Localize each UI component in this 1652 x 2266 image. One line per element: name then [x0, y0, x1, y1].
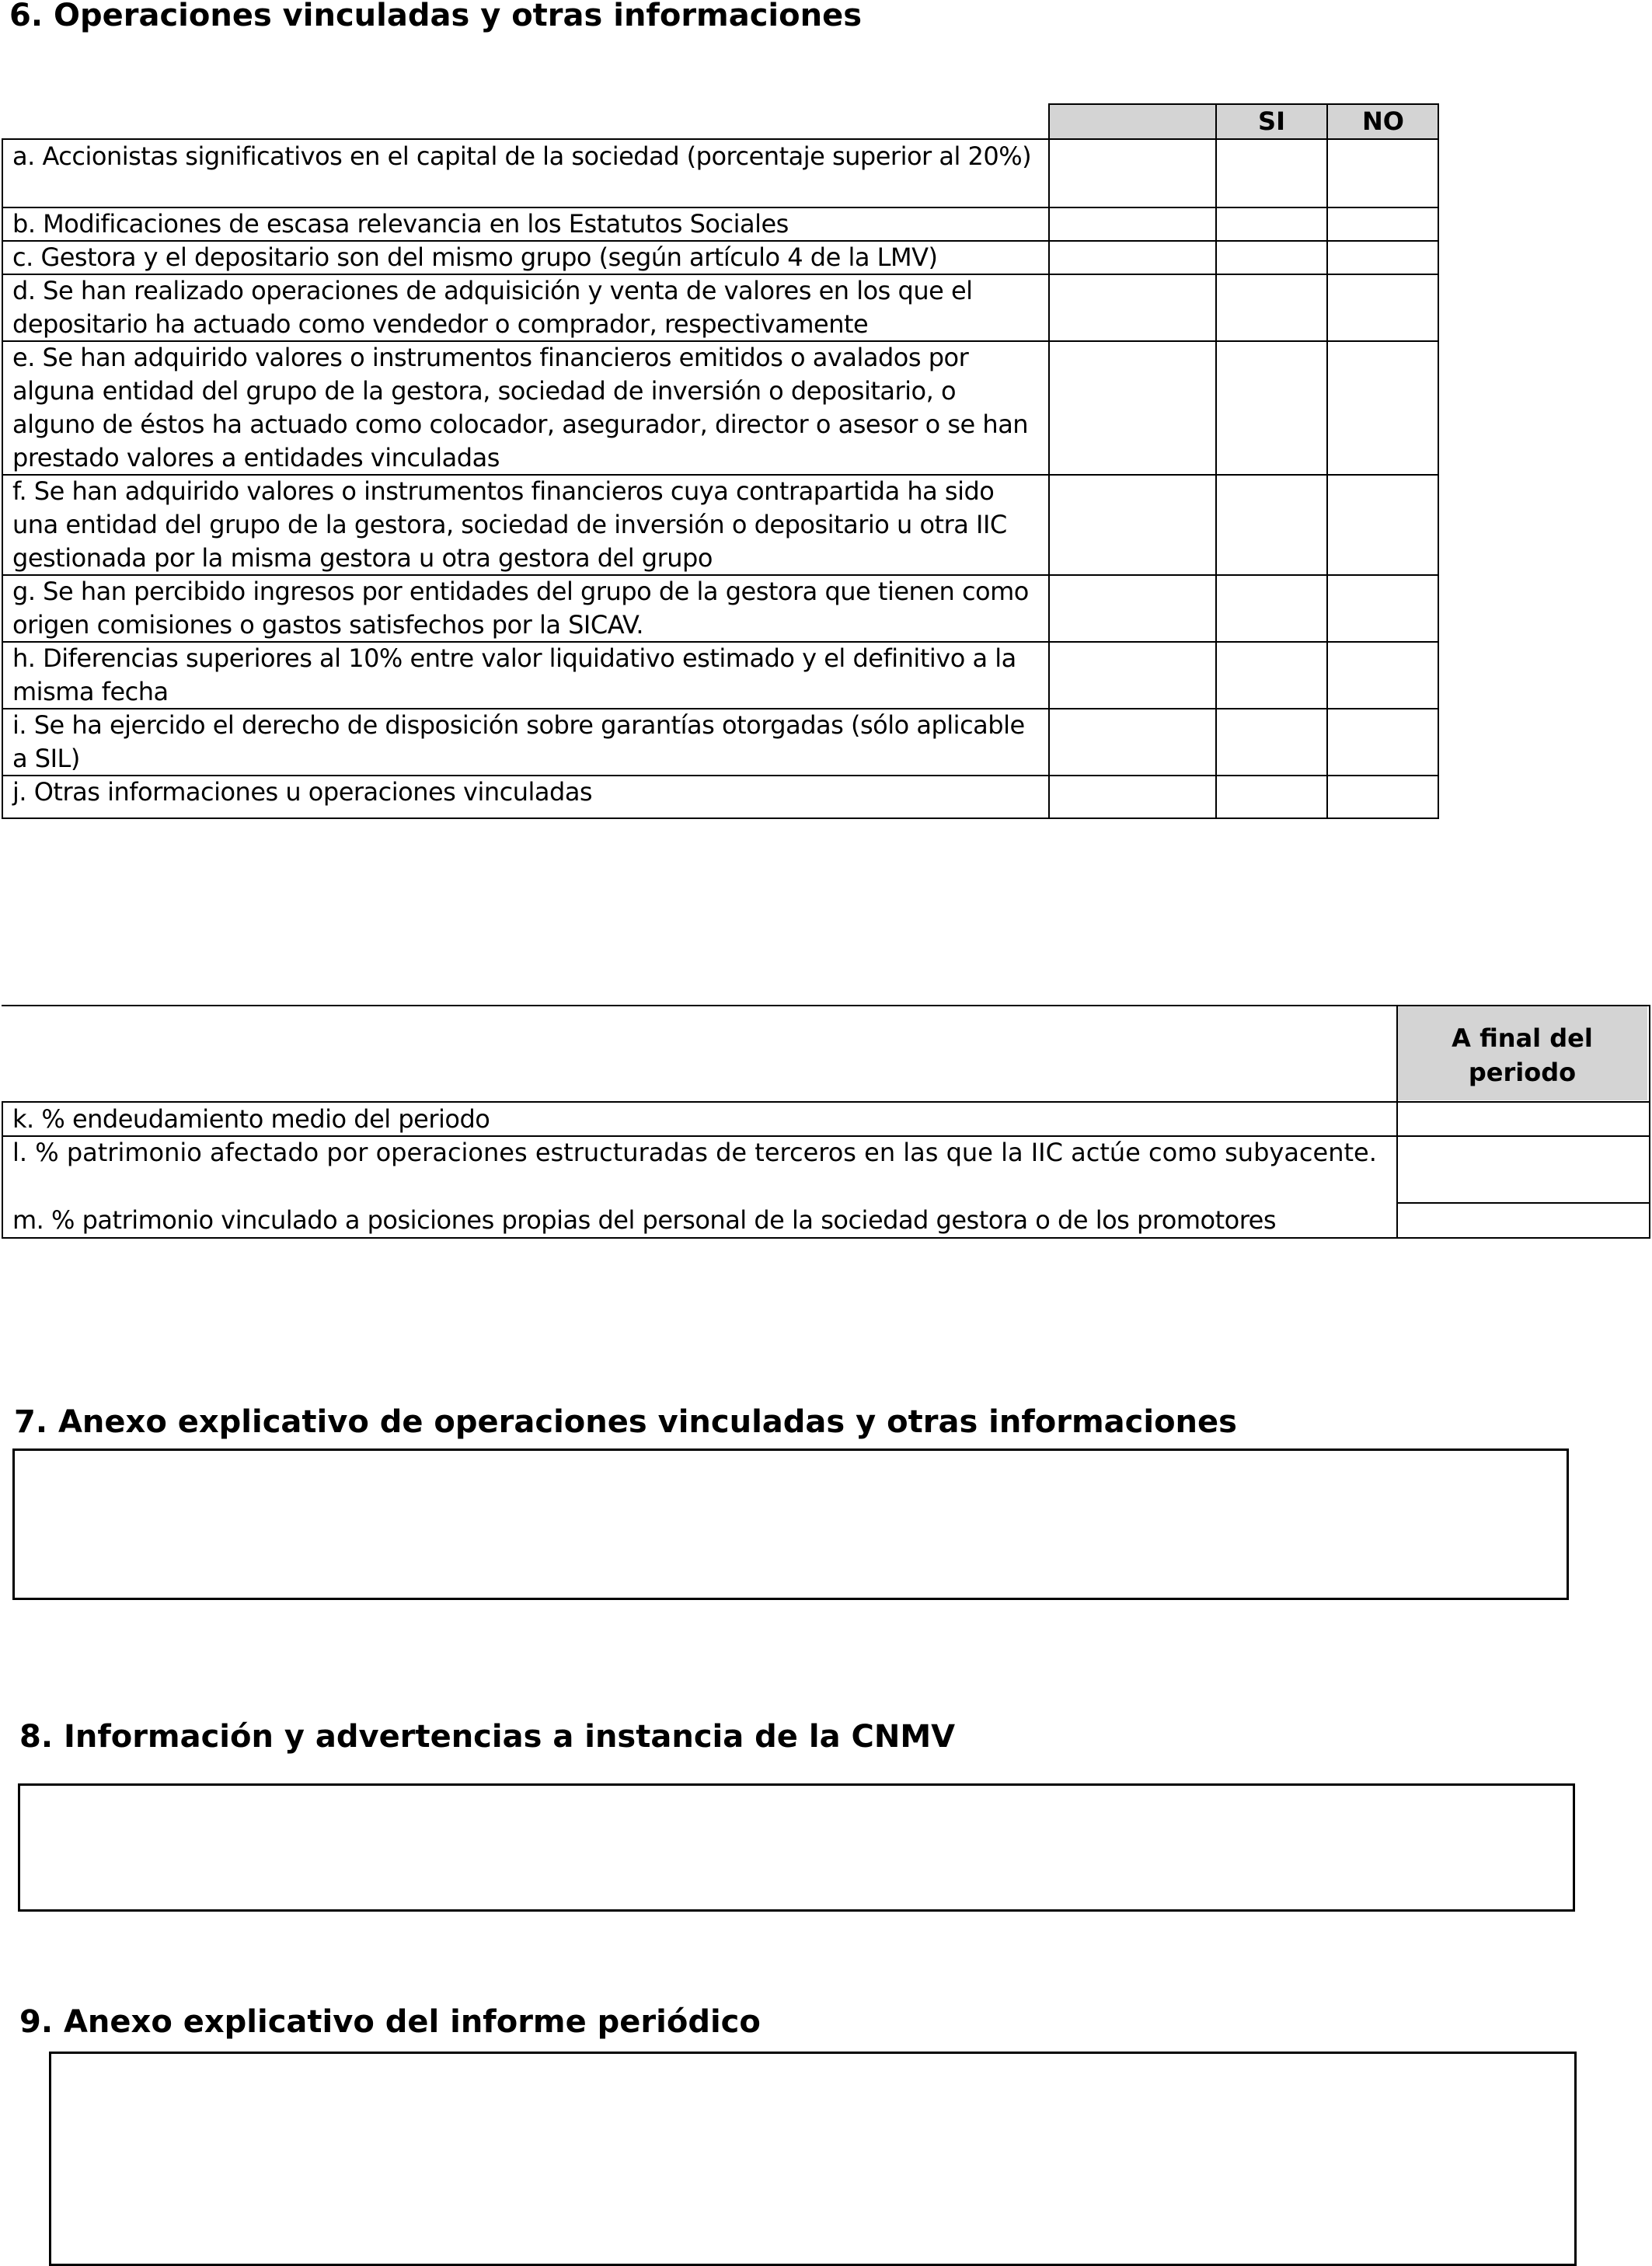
row-k-value-cell[interactable]	[1399, 1103, 1647, 1136]
t1-border-row	[2, 207, 1439, 208]
row-c-si-cell[interactable]	[1218, 241, 1326, 274]
row-i-si-cell[interactable]	[1218, 709, 1326, 776]
row-e-no-cell[interactable]	[1329, 341, 1438, 475]
section-8-text-box[interactable]	[18, 1783, 1575, 1912]
row-e-label: e. Se han adquirido valores o instrumentos financieros emitidos o avalados por alguna entidad del grupo de la gestora, sociedad de inversión o depositario, o alguno de éstos ha actuado como colocador, asegurador, director o asesor o se han prestado valores a entidades vinculadas	[12, 343, 1029, 472]
t2-border-col	[1396, 1005, 1398, 1239]
row-c-no-cell[interactable]	[1329, 241, 1438, 274]
row-j-no-cell[interactable]	[1329, 776, 1438, 818]
t2-border-row	[2, 1101, 1650, 1103]
t1-border-row	[2, 274, 1439, 275]
t1-border-left	[2, 138, 3, 819]
row-d-si-cell[interactable]	[1218, 274, 1326, 341]
t1-border-col	[1048, 103, 1050, 819]
row-l-value-cell[interactable]	[1399, 1136, 1647, 1203]
row-j-si-cell[interactable]	[1218, 776, 1326, 818]
t2-border-right	[1649, 1005, 1650, 1239]
row-m-label: m. % patrimonio vinculado a posiciones propias del personal de la sociedad gestora o de los promotores	[12, 1205, 1277, 1235]
section-8-title: 8. Información y advertencias a instancia de la CNMV	[19, 1719, 956, 1755]
t2-border-row	[1397, 1202, 1650, 1204]
row-i-label: i. Se ha ejercido el derecho de disposición sobre garantías otorgadas (sólo aplicable a SIL)	[12, 710, 1025, 773]
t2-border-row	[2, 1135, 1650, 1137]
row-k-label: k. % endeudamiento medio del periodo	[12, 1104, 490, 1134]
row-e-si-cell[interactable]	[1218, 341, 1326, 475]
row-b-label: b. Modificaciones de escasa relevancia en los Estatutos Sociales	[12, 209, 789, 239]
t1-border-row	[2, 574, 1439, 576]
t1-border-right	[1438, 103, 1439, 819]
row-h-si-cell[interactable]	[1218, 642, 1326, 709]
t1-border-bottom	[2, 818, 1439, 819]
row-a-si-cell[interactable]	[1218, 140, 1326, 207]
t1-border-row	[2, 775, 1439, 776]
row-d-label: d. Se han realizado operaciones de adquisición y venta de valores en los que el depositario ha actuado como vendedor o comprador, respectivamente	[12, 276, 973, 339]
t1-border-header-top	[1049, 103, 1439, 105]
row-a-no-cell[interactable]	[1329, 140, 1438, 207]
t1-border-row	[2, 240, 1439, 242]
t1-border-col	[1215, 103, 1217, 819]
section-7-text-box[interactable]	[12, 1448, 1569, 1600]
t2-border-bottom	[2, 1237, 1650, 1239]
header-blank-cell	[1049, 104, 1216, 138]
t1-border-header-bottom	[1049, 138, 1439, 140]
row-i-no-cell[interactable]	[1329, 709, 1438, 776]
row-b-si-cell[interactable]	[1218, 207, 1326, 241]
row-a-label: a. Accionistas significativos en el capital de la sociedad (porcentaje superior al 20%)	[12, 141, 1032, 171]
section-9-title: 9. Anexo explicativo del informe periódico	[19, 2004, 761, 2040]
row-d-no-cell[interactable]	[1329, 274, 1438, 341]
t1-border-row	[2, 641, 1439, 643]
row-f-no-cell[interactable]	[1329, 475, 1438, 575]
row-m-value-cell[interactable]	[1399, 1204, 1647, 1237]
row-b-no-cell[interactable]	[1329, 207, 1438, 241]
row-g-si-cell[interactable]	[1218, 575, 1326, 642]
col-si-header: SI	[1216, 104, 1327, 138]
col-final-period-header: A final del periodo	[1397, 1006, 1647, 1100]
row-f-si-cell[interactable]	[1218, 475, 1326, 575]
col-no-header: NO	[1327, 104, 1439, 138]
row-c-label: c. Gestora y el depositario son del mismo grupo (según artículo 4 de la LMV)	[12, 242, 938, 272]
t1-border-top	[2, 138, 1051, 140]
t1-border-row	[2, 474, 1439, 476]
section-6-title: 6. Operaciones vinculadas y otras informaciones	[9, 0, 863, 33]
t1-border-col	[1326, 103, 1328, 819]
row-h-no-cell[interactable]	[1329, 642, 1438, 709]
t2-border-top	[2, 1005, 1650, 1006]
section-7-title: 7. Anexo explicativo de operaciones vinculadas y otras informaciones	[14, 1404, 1237, 1440]
t1-border-row	[2, 708, 1439, 709]
section-9-text-box[interactable]	[49, 2052, 1577, 2266]
row-f-label: f. Se han adquirido valores o instrumentos financieros cuya contrapartida ha sido una entidad del grupo de la gestora, sociedad de inversión o depositario u otra IIC gestionada por la misma gestora u otra gestora del grupo	[12, 476, 1007, 573]
row-g-label: g. Se han percibido ingresos por entidades del grupo de la gestora que tienen como origen comisiones o gastos satisfechos por la SICAV.	[12, 577, 1029, 640]
row-g-no-cell[interactable]	[1329, 575, 1438, 642]
t2-border-left	[2, 1101, 3, 1239]
t1-border-row	[2, 340, 1439, 342]
row-j-label: j. Otras informaciones u operaciones vinculadas	[12, 777, 593, 807]
row-h-label: h. Diferencias superiores al 10% entre valor liquidativo estimado y el definitivo a la misma fecha	[12, 643, 1016, 706]
row-l-label: l. % patrimonio afectado por operaciones estructuradas de terceros en las que la IIC actúe como subyacente.	[12, 1138, 1377, 1167]
